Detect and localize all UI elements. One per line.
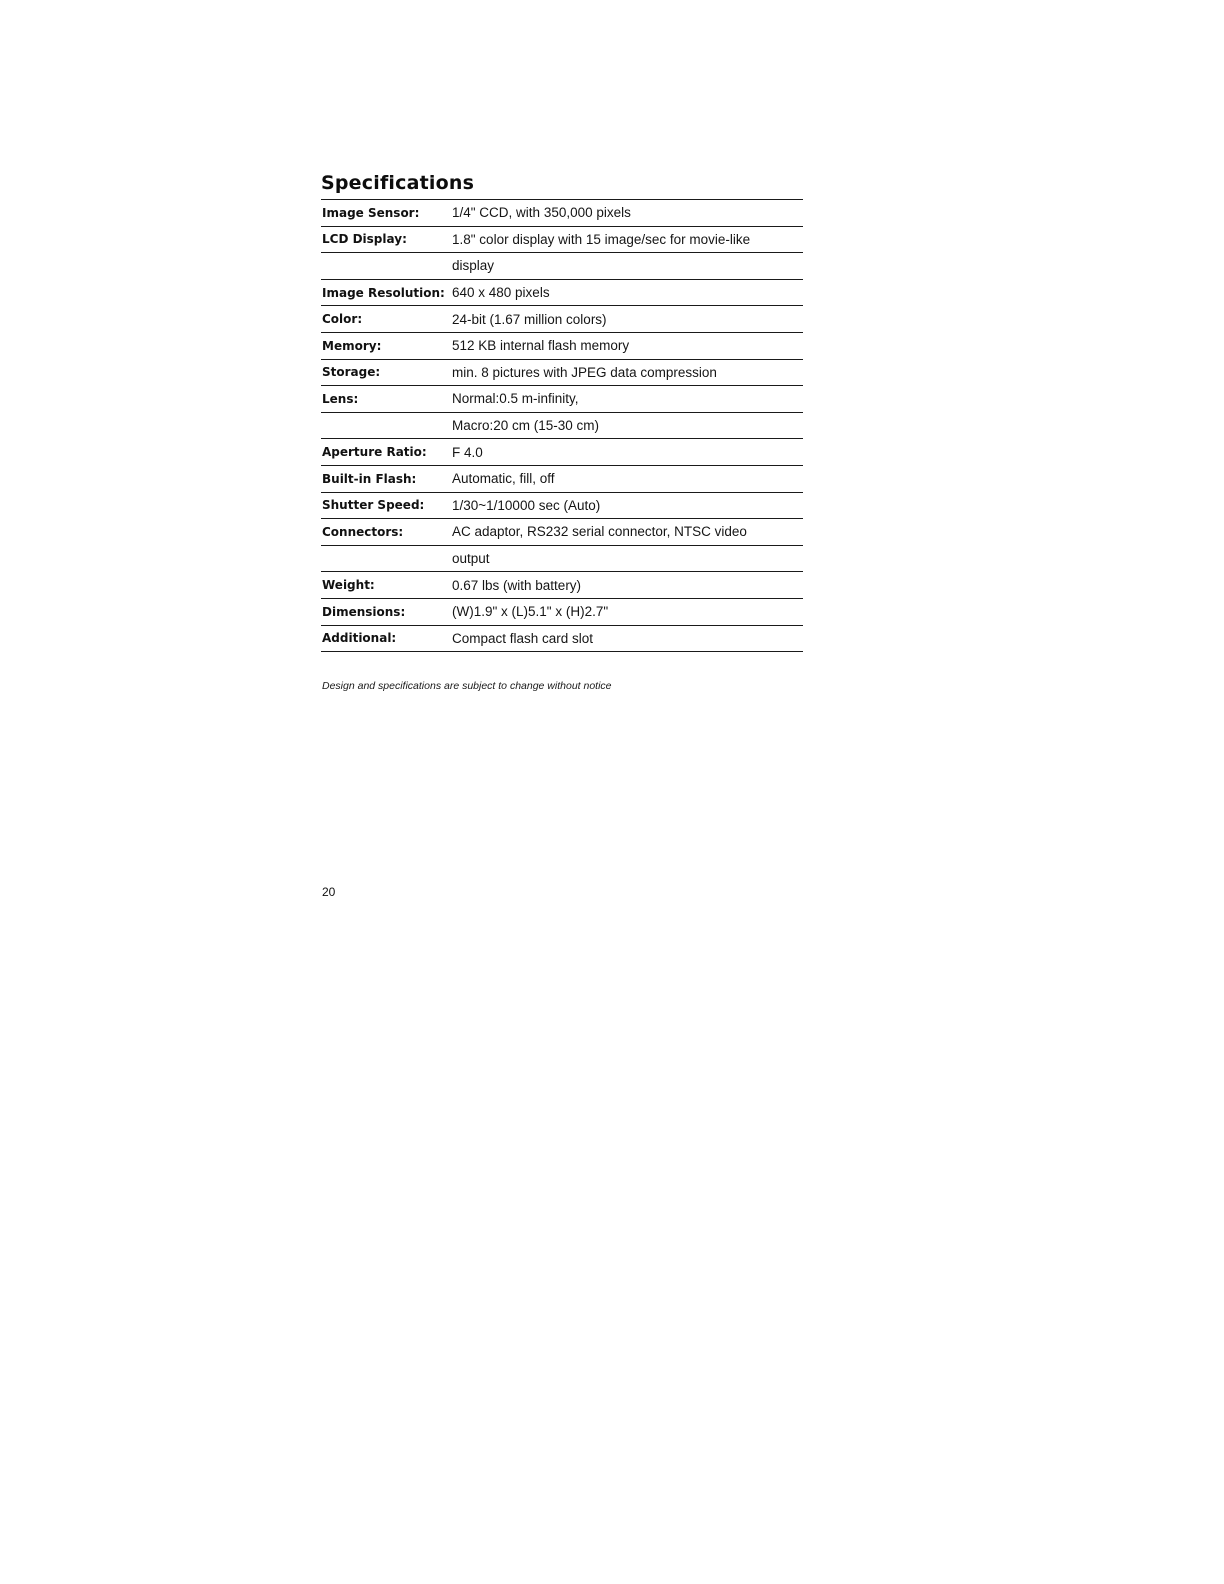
spec-value: display (452, 258, 495, 274)
spec-label: Image Resolution: (322, 285, 445, 300)
spec-value: 24-bit (1.67 million colors) (452, 311, 607, 327)
spec-value: 1/30~1/10000 sec (Auto) (452, 497, 601, 513)
spec-row-image-resolution (321, 280, 803, 307)
spec-value: 1/4" CCD, with 350,000 pixels (452, 205, 631, 221)
spec-row-shutter-speed (321, 493, 803, 520)
spec-value: Compact flash card slot (452, 630, 594, 646)
spec-label: Connectors: (322, 524, 404, 539)
spec-label: Shutter Speed: (322, 498, 425, 513)
spec-label: LCD Display: (322, 232, 407, 247)
spec-value: Normal:0.5 m-infinity, (452, 391, 579, 407)
spec-row-aperture-ratio (321, 439, 803, 466)
spec-label: Lens: (322, 391, 359, 406)
spec-row-lens (321, 386, 803, 413)
spec-row-weight (321, 572, 803, 599)
spec-row-lcd-display (321, 227, 803, 254)
spec-label: Image Sensor: (322, 205, 420, 220)
spec-value: 1.8" color display with 15 image/sec for movie-like (452, 231, 751, 247)
spec-row-dimensions (321, 599, 803, 626)
spec-value: 0.67 lbs (with battery) (452, 577, 582, 593)
spec-row-memory (321, 333, 803, 360)
spec-value: Macro:20 cm (15-30 cm) (452, 418, 600, 434)
page-title: Specifications (321, 172, 475, 194)
specifications-table (321, 199, 803, 652)
spec-value: 640 x 480 pixels (452, 285, 550, 301)
spec-label: Dimensions: (322, 604, 406, 619)
spec-row-additional (321, 626, 803, 653)
spec-value: 512 KB internal flash memory (452, 338, 630, 354)
spec-row-storage (321, 360, 803, 387)
spec-row-connectors-continued (321, 546, 803, 573)
spec-value: (W)1.9" x (L)5.1" x (H)2.7" (452, 604, 609, 620)
spec-label: Additional: (322, 631, 397, 646)
spec-value: min. 8 pictures with JPEG data compression (452, 364, 717, 380)
spec-label: Storage: (322, 365, 381, 380)
spec-label: Memory: (322, 338, 382, 353)
spec-row-color (321, 306, 803, 333)
spec-value: output (452, 551, 490, 567)
spec-label: Color: (322, 312, 363, 327)
spec-label: Aperture Ratio: (322, 445, 427, 460)
spec-row-lens-continued (321, 413, 803, 440)
spec-row-built-in-flash (321, 466, 803, 493)
spec-row-image-sensor (321, 200, 803, 227)
spec-value: F 4.0 (452, 444, 483, 460)
spec-row-connectors (321, 519, 803, 546)
spec-value: Automatic, fill, off (452, 471, 555, 487)
spec-label: Built-in Flash: (322, 471, 417, 486)
spec-label: Weight: (322, 578, 375, 593)
spec-row-lcd-display-continued (321, 253, 803, 280)
footnote: Design and specifications are subject to change without notice (322, 680, 612, 692)
spec-value: AC adaptor, RS232 serial connector, NTSC video (452, 524, 747, 540)
page-number: 20 (322, 885, 336, 899)
